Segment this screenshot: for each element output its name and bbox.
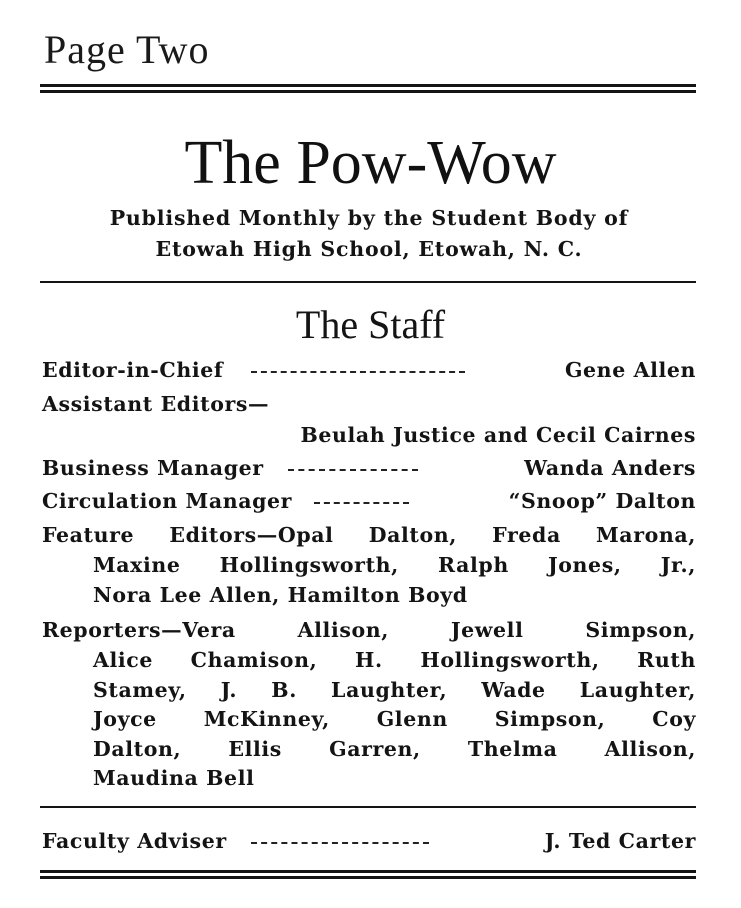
dotted-leader bbox=[251, 842, 429, 844]
feature-editors-line-2: Maxine Hollingsworth, Ralph Jones, Jr., bbox=[93, 553, 696, 577]
faculty-name: J. Ted Carter bbox=[544, 829, 696, 853]
reporters-line-2: Alice Chamison, H. Hollingsworth, Ruth bbox=[93, 648, 696, 672]
bottom-double-rule bbox=[40, 870, 696, 879]
staff-entry-circulation bbox=[42, 486, 696, 516]
reporters-line-1: Reporters—Vera Allison, Jewell Simpson, bbox=[42, 618, 696, 642]
circulation-role: Circulation Manager bbox=[42, 489, 293, 513]
masthead-subtitle-line-1: Published Monthly by the Student Body of bbox=[109, 206, 629, 230]
reporters-line-3: Stamey, J. B. Laughter, Wade Laughter, bbox=[93, 678, 696, 702]
staff-heading: The Staff bbox=[295, 302, 446, 347]
circulation-name: “Snoop” Dalton bbox=[508, 489, 696, 513]
business-role: Business Manager bbox=[42, 456, 264, 480]
staff-rule bbox=[40, 806, 696, 808]
dotted-leader bbox=[288, 469, 418, 471]
top-double-rule bbox=[40, 84, 696, 93]
dotted-leader bbox=[251, 371, 465, 373]
reporters-line-5: Dalton, Ellis Garren, Thelma Allison, bbox=[93, 737, 696, 761]
editor-name: Gene Allen bbox=[564, 358, 696, 382]
masthead-rule bbox=[40, 281, 696, 283]
assistant-role: Assistant Editors— bbox=[42, 392, 270, 416]
page-label: Page Two bbox=[44, 27, 210, 72]
assistant-names: Beulah Justice and Cecil Cairnes bbox=[300, 423, 696, 447]
staff-entry-editor bbox=[42, 355, 696, 385]
masthead-subtitle-line-2: Etowah High School, Etowah, N. C. bbox=[155, 237, 583, 261]
faculty-role: Faculty Adviser bbox=[42, 829, 227, 853]
dotted-leader bbox=[314, 502, 409, 504]
reporters-line-4: Joyce McKinney, Glenn Simpson, Coy bbox=[93, 707, 696, 731]
staff-entry-business bbox=[42, 453, 696, 483]
reporters-line-6: Maudina Bell bbox=[93, 766, 255, 790]
faculty-entry bbox=[42, 826, 696, 856]
masthead-title: The Pow-Wow bbox=[184, 129, 557, 197]
feature-editors-line-1: Feature Editors—Opal Dalton, Freda Marona, bbox=[42, 523, 696, 547]
business-name: Wanda Anders bbox=[524, 456, 696, 480]
feature-editors-line-3: Nora Lee Allen, Hamilton Boyd bbox=[93, 583, 468, 607]
editor-role: Editor-in-Chief bbox=[42, 358, 224, 382]
